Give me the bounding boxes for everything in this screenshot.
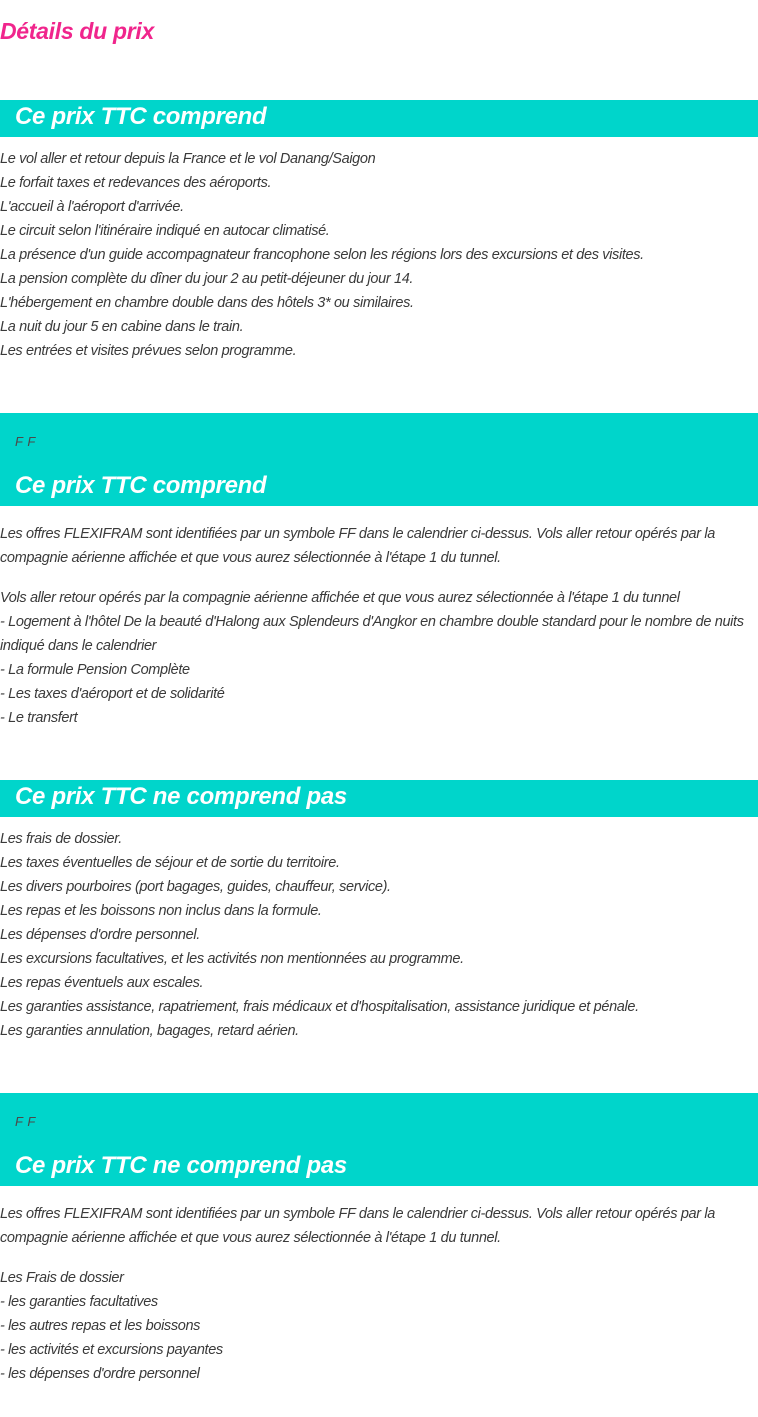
ff-included-banner bbox=[0, 413, 758, 506]
list-item: L'accueil à l'aéroport d'arrivée. bbox=[0, 199, 184, 215]
list-item: Les repas éventuels aux escales. bbox=[0, 975, 204, 991]
included-banner bbox=[0, 100, 758, 137]
ff-tag: F F bbox=[15, 434, 36, 449]
list-item: Le forfait taxes et redevances des aéroports. bbox=[0, 175, 272, 191]
list-item: Vols aller retour opérés par la compagnie aérienne affichée et que vous aurez sélectionnée à l'étape 1 du tunnel bbox=[0, 590, 680, 606]
ff-included-intro: Les offres FLEXIFRAM sont identifiées par un symbole FF dans le calendrier ci-dessus. Vols aller retour opérés par la compagnie aérienne affichée et que vous aurez sélectionnée à l'étape 1 du tunnel. bbox=[0, 526, 716, 566]
list-item: Les garanties assistance, rapatriement, frais médicaux et d'hospitalisation, assistance juridique et pénale. bbox=[0, 999, 639, 1015]
list-item: - Les taxes d'aéroport et de solidarité bbox=[0, 686, 225, 702]
list-item: - les garanties facultatives bbox=[0, 1294, 158, 1310]
excluded-list bbox=[0, 827, 745, 1043]
list-item: Les repas et les boissons non inclus dans la formule. bbox=[0, 903, 322, 919]
list-item: - les autres repas et les boissons bbox=[0, 1318, 201, 1334]
ff-excluded-list bbox=[0, 1266, 745, 1386]
list-item: - Le transfert bbox=[0, 710, 78, 726]
ff-excluded-intro: Les offres FLEXIFRAM sont identifiées par un symbole FF dans le calendrier ci-dessus. Vols aller retour opérés par la compagnie aérienne affichée et que vous aurez sélectionnée à l'étape 1 du tunnel. bbox=[0, 1206, 716, 1246]
list-item: La présence d'un guide accompagnateur francophone selon les régions lors des excursions et des visites. bbox=[0, 247, 644, 263]
list-item: Le vol aller et retour depuis la France et le vol Danang/Saigon bbox=[0, 151, 376, 167]
excluded-heading: Ce prix TTC ne comprend pas bbox=[15, 783, 347, 810]
list-item: Le circuit selon l'itinéraire indiqué en autocar climatisé. bbox=[0, 223, 330, 239]
included-heading: Ce prix TTC comprend bbox=[15, 103, 267, 130]
list-item: Les excursions facultatives, et les activités non mentionnées au programme. bbox=[0, 951, 464, 967]
list-item: Les taxes éventuelles de séjour et de sortie du territoire. bbox=[0, 855, 340, 871]
ff-tag: F F bbox=[15, 1114, 36, 1129]
page-title: Détails du prix bbox=[0, 18, 154, 44]
list-item: L'hébergement en chambre double dans des hôtels 3* ou similaires. bbox=[0, 295, 414, 311]
list-item: - les dépenses d'ordre personnel bbox=[0, 1366, 200, 1382]
list-item: - Logement à l'hôtel De la beauté d'Halong aux Splendeurs d'Angkor en chambre double standard pour le nombre de nuits indiqué dans le calendrier bbox=[0, 614, 744, 654]
ff-excluded-heading: Ce prix TTC ne comprend pas bbox=[15, 1152, 347, 1179]
list-item: Les dépenses d'ordre personnel. bbox=[0, 927, 200, 943]
list-item: La pension complète du dîner du jour 2 au petit-déjeuner du jour 14. bbox=[0, 271, 414, 287]
excluded-banner bbox=[0, 780, 758, 817]
included-list bbox=[0, 147, 745, 363]
ff-included-list bbox=[0, 586, 745, 730]
list-item: Les frais de dossier. bbox=[0, 831, 122, 847]
list-item: Les entrées et visites prévues selon programme. bbox=[0, 343, 297, 359]
list-item: Les garanties annulation, bagages, retard aérien. bbox=[0, 1023, 299, 1039]
ff-included-heading: Ce prix TTC comprend bbox=[15, 472, 267, 499]
list-item: - les activités et excursions payantes bbox=[0, 1342, 223, 1358]
list-item: Les divers pourboires (port bagages, guides, chauffeur, service). bbox=[0, 879, 391, 895]
list-item: - La formule Pension Complète bbox=[0, 662, 190, 678]
list-item: La nuit du jour 5 en cabine dans le train. bbox=[0, 319, 244, 335]
list-item: Les Frais de dossier bbox=[0, 1270, 124, 1286]
ff-excluded-banner bbox=[0, 1093, 758, 1186]
